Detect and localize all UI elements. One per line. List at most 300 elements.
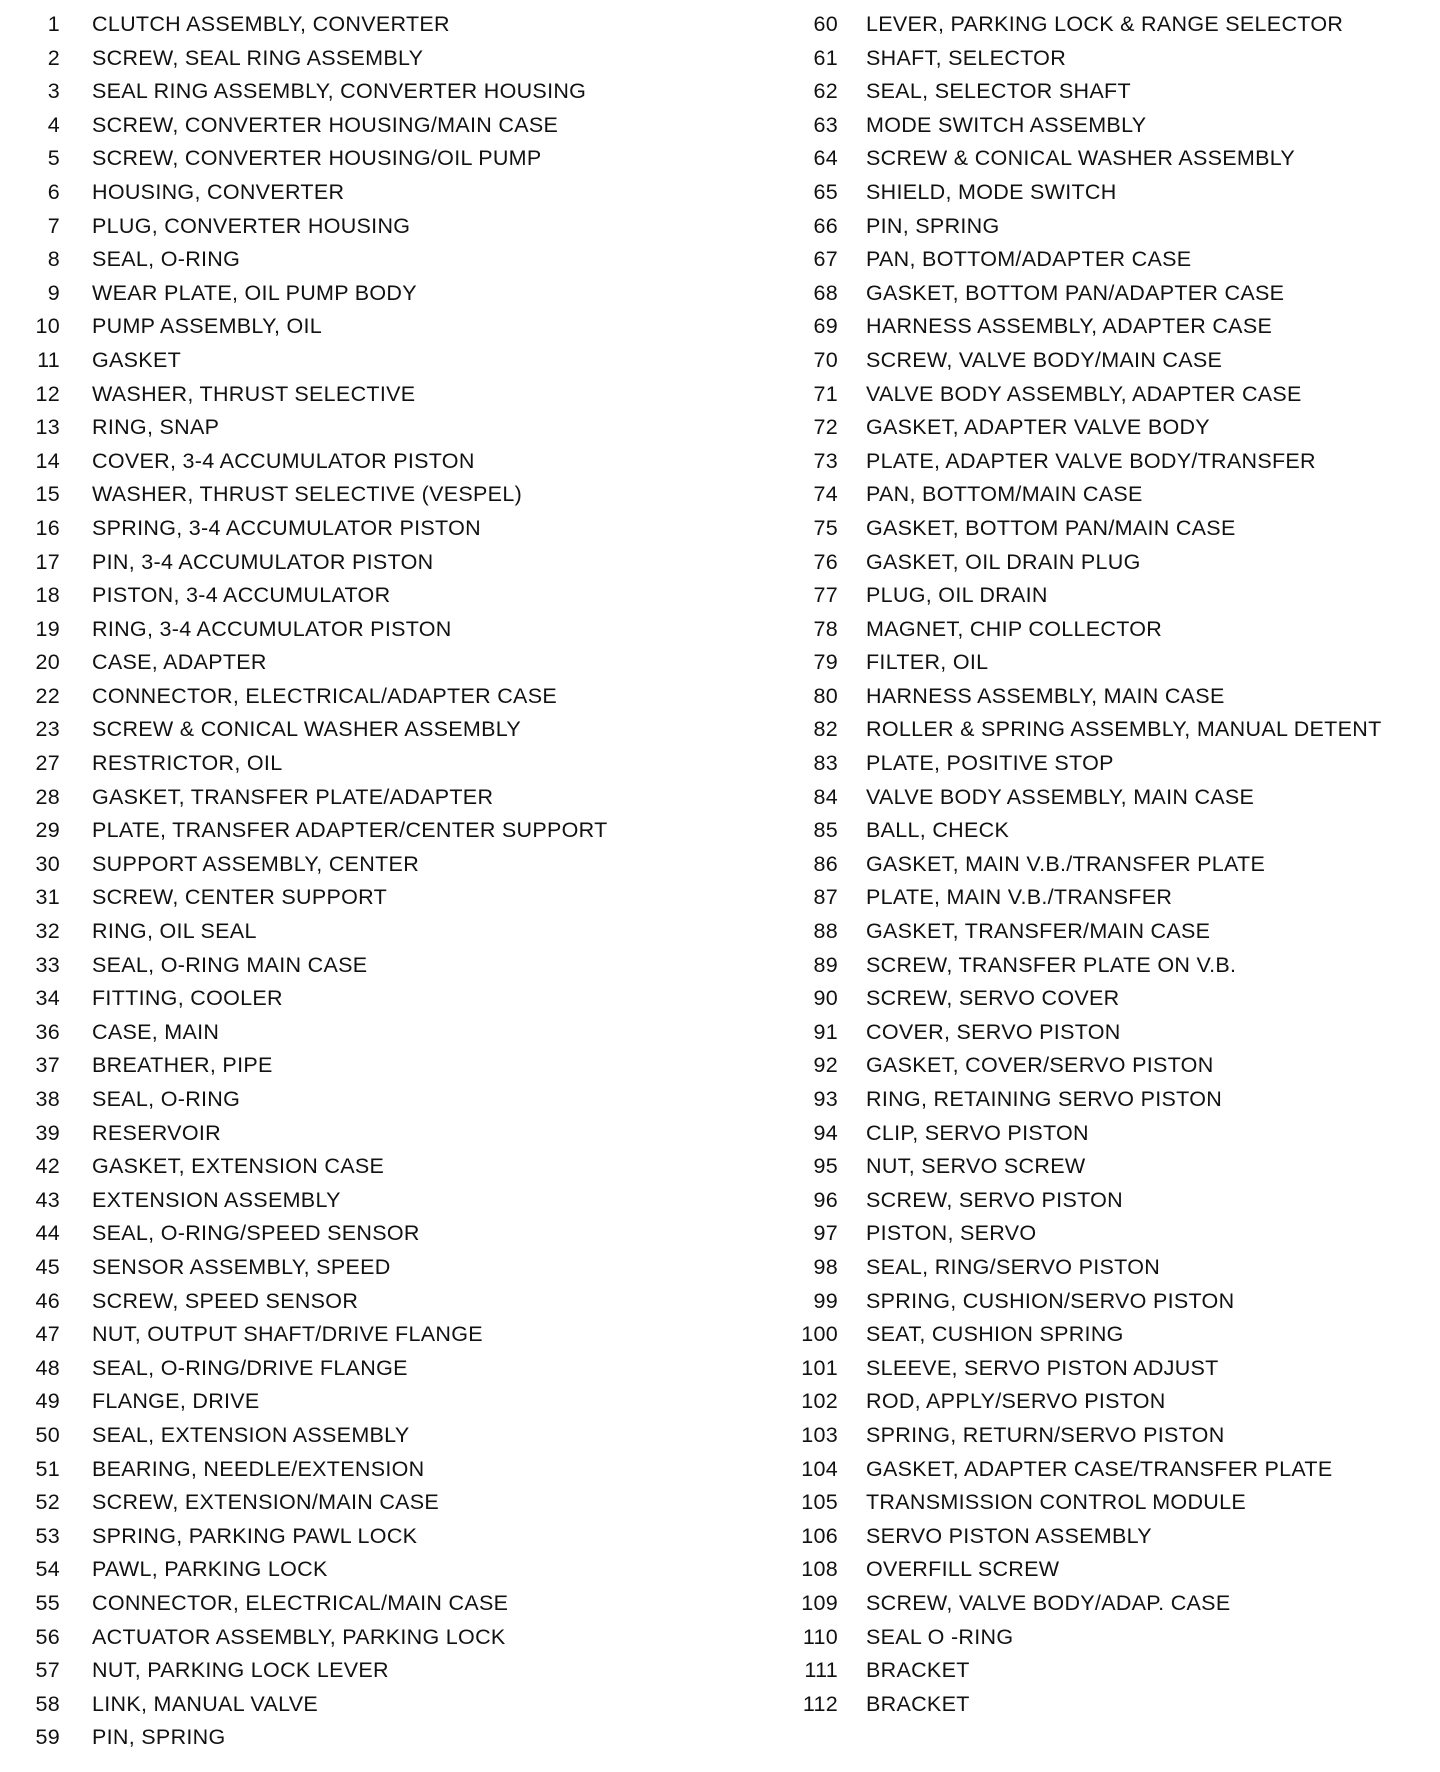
part-number: 62 <box>813 79 838 104</box>
part-number: 85 <box>813 818 838 843</box>
part-number: 78 <box>813 616 838 641</box>
part-list-item <box>14 1553 774 1587</box>
part-list-item <box>14 747 774 781</box>
part-number: 6 <box>47 179 60 204</box>
part-list-item <box>14 1150 774 1184</box>
part-number: 67 <box>813 247 838 272</box>
part-list-item <box>780 42 1435 76</box>
part-list-item <box>14 949 774 983</box>
part-number: 87 <box>813 885 838 910</box>
part-description: SEAL, SELECTOR SHAFT <box>866 79 1131 104</box>
part-list-item <box>14 512 774 546</box>
part-list-item <box>780 344 1435 378</box>
part-number: 52 <box>35 1490 60 1515</box>
part-description: BEARING, NEEDLE/EXTENSION <box>92 1456 425 1481</box>
part-description: PLATE, MAIN V.B./TRANSFER <box>866 885 1173 910</box>
part-list-item <box>780 210 1435 244</box>
part-description: BREATHER, PIPE <box>92 1053 273 1078</box>
part-list-item <box>780 814 1435 848</box>
part-list-item <box>14 1688 774 1722</box>
part-number: 103 <box>801 1422 838 1447</box>
part-list-item <box>780 142 1435 176</box>
parts-list-left-column <box>14 8 774 1755</box>
part-number: 45 <box>35 1254 60 1279</box>
part-description: MAGNET, CHIP COLLECTOR <box>866 616 1163 641</box>
part-description: SEAL, O-RING/SPEED SENSOR <box>92 1221 420 1246</box>
part-number: 46 <box>35 1288 60 1313</box>
part-list-item <box>14 277 774 311</box>
part-number: 55 <box>35 1590 60 1615</box>
part-list-item <box>780 546 1435 580</box>
part-list-item <box>780 1285 1435 1319</box>
part-number: 31 <box>35 885 60 910</box>
part-description: VALVE BODY ASSEMBLY, ADAPTER CASE <box>866 381 1302 406</box>
part-description: SPRING, PARKING PAWL LOCK <box>92 1523 418 1548</box>
part-list-item <box>780 1453 1435 1487</box>
part-description: GASKET, BOTTOM PAN/ADAPTER CASE <box>866 280 1285 305</box>
part-description: SCREW, CONVERTER HOUSING/OIL PUMP <box>92 146 542 171</box>
part-description: SCREW, SERVO COVER <box>866 986 1120 1011</box>
part-list-item <box>14 1419 774 1453</box>
part-list-item <box>14 176 774 210</box>
part-number: 68 <box>813 280 838 305</box>
part-list-item <box>14 982 774 1016</box>
part-number: 58 <box>35 1691 60 1716</box>
part-description: BRACKET <box>866 1691 970 1716</box>
part-description: SHAFT, SELECTOR <box>866 45 1067 70</box>
part-description: LINK, MANUAL VALVE <box>92 1691 319 1716</box>
part-list-item <box>14 814 774 848</box>
part-number: 4 <box>47 112 60 137</box>
part-number: 102 <box>801 1389 838 1414</box>
part-number: 12 <box>35 381 60 406</box>
part-number: 17 <box>35 549 60 574</box>
part-description: NUT, SERVO SCREW <box>866 1154 1086 1179</box>
part-list-item <box>780 445 1435 479</box>
part-list-item <box>780 1016 1435 1050</box>
part-number: 61 <box>813 45 838 70</box>
part-number: 19 <box>35 616 60 641</box>
part-description: SEAL, O-RING/DRIVE FLANGE <box>92 1355 408 1380</box>
part-description: PLATE, ADAPTER VALVE BODY/TRANSFER <box>866 448 1316 473</box>
part-list-item <box>780 613 1435 647</box>
part-description: PIN, 3-4 ACCUMULATOR PISTON <box>92 549 434 574</box>
part-description: SCREW, CENTER SUPPORT <box>92 885 387 910</box>
part-list-item <box>14 915 774 949</box>
part-description: COVER, SERVO PISTON <box>866 1019 1121 1044</box>
part-description: RING, SNAP <box>92 415 220 440</box>
part-list-item <box>14 8 774 42</box>
part-list-item <box>780 411 1435 445</box>
part-description: FLANGE, DRIVE <box>92 1389 260 1414</box>
part-number: 49 <box>35 1389 60 1414</box>
part-description: WEAR PLATE, OIL PUMP BODY <box>92 280 417 305</box>
part-number: 54 <box>35 1557 60 1582</box>
part-number: 86 <box>813 851 838 876</box>
part-list-item <box>14 1721 774 1755</box>
part-description: PUMP ASSEMBLY, OIL <box>92 314 323 339</box>
part-description: FITTING, COOLER <box>92 986 283 1011</box>
part-list-item <box>14 1285 774 1319</box>
part-description: SCREW, SERVO PISTON <box>866 1187 1123 1212</box>
part-description: ROLLER & SPRING ASSEMBLY, MANUAL DETENT <box>866 717 1382 742</box>
part-number: 18 <box>35 583 60 608</box>
part-number: 28 <box>35 784 60 809</box>
part-number: 33 <box>35 952 60 977</box>
part-number: 56 <box>35 1624 60 1649</box>
part-number: 32 <box>35 919 60 944</box>
part-description: CLIP, SERVO PISTON <box>866 1120 1089 1145</box>
part-number: 69 <box>813 314 838 339</box>
part-list-item <box>14 243 774 277</box>
part-list-item <box>780 1150 1435 1184</box>
part-description: RESTRICTOR, OIL <box>92 751 283 776</box>
part-list-item <box>14 75 774 109</box>
part-number: 36 <box>35 1019 60 1044</box>
part-number: 22 <box>35 683 60 708</box>
part-list-item <box>780 1352 1435 1386</box>
part-number: 9 <box>47 280 60 305</box>
part-list-item <box>14 109 774 143</box>
part-list-item <box>780 915 1435 949</box>
part-number: 43 <box>35 1187 60 1212</box>
part-description: SCREW, SEAL RING ASSEMBLY <box>92 45 424 70</box>
part-number: 93 <box>813 1087 838 1111</box>
part-number: 64 <box>813 146 838 171</box>
part-description: SPRING, RETURN/SERVO PISTON <box>866 1422 1225 1447</box>
part-number: 89 <box>813 952 838 977</box>
part-number: 66 <box>813 213 838 238</box>
part-number: 42 <box>35 1154 60 1179</box>
part-number: 70 <box>813 347 838 372</box>
part-number: 88 <box>813 919 838 944</box>
part-number: 30 <box>35 851 60 876</box>
part-list-item <box>14 411 774 445</box>
part-number: 75 <box>813 515 838 540</box>
part-list-item <box>780 579 1435 613</box>
part-description: BALL, CHECK <box>866 818 1010 843</box>
part-number: 34 <box>35 986 60 1011</box>
part-list-item <box>14 344 774 378</box>
part-list-item <box>780 713 1435 747</box>
part-number: 48 <box>35 1355 60 1380</box>
part-number: 112 <box>802 1691 838 1716</box>
part-number: 16 <box>35 515 60 540</box>
part-number: 53 <box>35 1523 60 1548</box>
part-number: 73 <box>813 448 838 473</box>
part-number: 72 <box>813 415 838 440</box>
part-list-item <box>780 1419 1435 1453</box>
part-number: 83 <box>813 751 838 776</box>
part-description: PAN, BOTTOM/ADAPTER CASE <box>866 247 1192 272</box>
part-number: 57 <box>35 1658 60 1683</box>
part-description: PAN, BOTTOM/MAIN CASE <box>866 482 1143 507</box>
part-list-item <box>14 881 774 915</box>
part-number: 98 <box>813 1254 838 1279</box>
parts-list-right-column <box>780 8 1435 1721</box>
part-list-item <box>14 1654 774 1688</box>
part-number: 104 <box>801 1456 838 1481</box>
part-number: 108 <box>801 1557 838 1582</box>
part-description: FILTER, OIL <box>866 650 989 675</box>
part-list-item <box>780 1184 1435 1218</box>
part-description: PISTON, SERVO <box>866 1221 1037 1246</box>
part-number: 37 <box>35 1053 60 1078</box>
part-description: CONNECTOR, ELECTRICAL/ADAPTER CASE <box>92 683 557 708</box>
part-list-item <box>14 1453 774 1487</box>
part-description: WASHER, THRUST SELECTIVE <box>92 381 416 406</box>
part-list-item <box>780 1049 1435 1083</box>
part-description: GASKET, ADAPTER VALVE BODY <box>866 415 1210 440</box>
part-description: SEAL, O-RING MAIN CASE <box>92 952 368 977</box>
part-number: 77 <box>813 583 838 608</box>
part-list-item <box>780 1553 1435 1587</box>
part-description: SENSOR ASSEMBLY, SPEED <box>92 1254 391 1279</box>
part-description: HARNESS ASSEMBLY, ADAPTER CASE <box>866 314 1273 339</box>
part-description: SLEEVE, SERVO PISTON ADJUST <box>866 1355 1219 1380</box>
part-list-item <box>14 478 774 512</box>
part-list-item <box>14 1251 774 1285</box>
part-number: 10 <box>35 314 60 339</box>
part-description: SEAL, RING/SERVO PISTON <box>866 1254 1161 1279</box>
part-number: 111 <box>804 1658 838 1683</box>
part-number: 110 <box>802 1624 838 1649</box>
part-list-item <box>14 1385 774 1419</box>
part-list-item <box>780 378 1435 412</box>
part-description: GASKET, COVER/SERVO PISTON <box>866 1053 1214 1078</box>
part-description: RESERVOIR <box>92 1120 221 1145</box>
part-list-item <box>780 478 1435 512</box>
part-list-item <box>780 1621 1435 1655</box>
part-list-item <box>780 8 1435 42</box>
part-list-item <box>14 646 774 680</box>
part-list-item <box>14 1520 774 1554</box>
part-list-item <box>780 1654 1435 1688</box>
part-list-item <box>780 512 1435 546</box>
part-description: CASE, ADAPTER <box>92 650 267 675</box>
part-list-item <box>14 1016 774 1050</box>
part-list-item <box>14 310 774 344</box>
part-list-item <box>14 1587 774 1621</box>
part-list-item <box>780 949 1435 983</box>
part-description: SCREW, CONVERTER HOUSING/MAIN CASE <box>92 112 559 137</box>
part-description: PLUG, OIL DRAIN <box>866 583 1048 608</box>
part-description: HARNESS ASSEMBLY, MAIN CASE <box>866 683 1225 708</box>
part-description: TRANSMISSION CONTROL MODULE <box>866 1490 1247 1515</box>
part-description: SPRING, CUSHION/SERVO PISTON <box>866 1288 1235 1313</box>
part-number: 27 <box>35 751 60 776</box>
part-number: 5 <box>47 146 60 171</box>
part-description: GASKET, BOTTOM PAN/MAIN CASE <box>866 515 1236 540</box>
part-description: PLUG, CONVERTER HOUSING <box>92 213 411 238</box>
part-number: 79 <box>813 650 838 675</box>
part-description: SHIELD, MODE SWITCH <box>866 179 1117 204</box>
part-number: 59 <box>35 1725 60 1750</box>
part-number: 47 <box>35 1322 60 1347</box>
part-list-item <box>780 109 1435 143</box>
part-description: RING, 3-4 ACCUMULATOR PISTON <box>92 616 452 641</box>
part-list-item <box>14 1117 774 1151</box>
part-description: ACTUATOR ASSEMBLY, PARKING LOCK <box>92 1624 506 1649</box>
part-list-item <box>780 1688 1435 1722</box>
part-description: PIN, SPRING <box>866 213 1000 238</box>
part-list-item <box>14 445 774 479</box>
part-list-item <box>780 1486 1435 1520</box>
part-number: 82 <box>813 717 838 742</box>
part-list-item <box>14 378 774 412</box>
part-list-item <box>14 1083 774 1117</box>
part-description: SEAL, EXTENSION ASSEMBLY <box>92 1422 410 1447</box>
part-list-item <box>14 613 774 647</box>
part-number: 92 <box>813 1053 838 1078</box>
part-description: GASKET <box>92 347 182 372</box>
part-list-item <box>780 1217 1435 1251</box>
part-list-item <box>14 848 774 882</box>
part-number: 8 <box>47 247 60 272</box>
part-description: GASKET, OIL DRAIN PLUG <box>866 549 1141 574</box>
part-description: GASKET, TRANSFER/MAIN CASE <box>866 919 1211 944</box>
part-number: 109 <box>801 1590 838 1615</box>
part-number: 96 <box>813 1187 838 1212</box>
part-list-item <box>14 142 774 176</box>
part-number: 100 <box>801 1322 838 1347</box>
part-number: 7 <box>47 213 60 238</box>
part-list-item <box>14 680 774 714</box>
part-description: PAWL, PARKING LOCK <box>92 1557 328 1582</box>
part-list-item <box>14 1486 774 1520</box>
part-description: PIN, SPRING <box>92 1725 226 1750</box>
part-list-item <box>14 781 774 815</box>
part-description: MODE SWITCH ASSEMBLY <box>866 112 1147 137</box>
part-number: 101 <box>801 1355 838 1380</box>
part-number: 99 <box>813 1288 838 1313</box>
part-list-item <box>780 243 1435 277</box>
part-list-item <box>14 210 774 244</box>
part-number: 13 <box>35 415 60 440</box>
part-number: 39 <box>35 1120 60 1145</box>
part-description: SCREW, SPEED SENSOR <box>92 1288 359 1313</box>
part-list-item <box>780 781 1435 815</box>
part-description: RING, RETAINING SERVO PISTON <box>866 1087 1223 1111</box>
part-list-item <box>14 1184 774 1218</box>
part-list-item <box>780 310 1435 344</box>
part-list-item <box>780 747 1435 781</box>
part-number: 3 <box>47 79 60 104</box>
part-list-item <box>14 1352 774 1386</box>
part-number: 20 <box>35 650 60 675</box>
part-list-item <box>14 42 774 76</box>
part-number: 97 <box>813 1221 838 1246</box>
part-description: RING, OIL SEAL <box>92 919 257 944</box>
part-number: 106 <box>801 1523 838 1548</box>
part-number: 74 <box>813 482 838 507</box>
part-number: 105 <box>801 1490 838 1515</box>
part-description: PISTON, 3-4 ACCUMULATOR <box>92 583 391 608</box>
part-description: ROD, APPLY/SERVO PISTON <box>866 1389 1166 1414</box>
part-list-item <box>780 646 1435 680</box>
part-number: 2 <box>47 45 60 70</box>
part-number: 14 <box>35 448 60 473</box>
part-list-item <box>14 579 774 613</box>
part-list-item <box>780 1083 1435 1117</box>
part-description: CONNECTOR, ELECTRICAL/MAIN CASE <box>92 1590 509 1615</box>
part-list-item <box>780 1385 1435 1419</box>
part-list-item <box>14 1318 774 1352</box>
part-number: 51 <box>35 1456 60 1481</box>
part-list-item <box>780 848 1435 882</box>
part-number: 84 <box>813 784 838 809</box>
part-description: VALVE BODY ASSEMBLY, MAIN CASE <box>866 784 1255 809</box>
part-number: 91 <box>813 1019 838 1044</box>
part-description: SCREW & CONICAL WASHER ASSEMBLY <box>866 146 1296 171</box>
part-description: SEAL RING ASSEMBLY, CONVERTER HOUSING <box>92 79 587 104</box>
part-description: SCREW, TRANSFER PLATE ON V.B. <box>866 952 1237 977</box>
part-description: SCREW, VALVE BODY/MAIN CASE <box>866 347 1223 372</box>
part-list-item <box>14 546 774 580</box>
part-number: 76 <box>813 549 838 574</box>
part-list-item <box>14 713 774 747</box>
part-number: 38 <box>35 1087 60 1111</box>
part-description: WASHER, THRUST SELECTIVE (VESPEL) <box>92 482 523 507</box>
part-description: LEVER, PARKING LOCK & RANGE SELECTOR <box>866 12 1344 36</box>
part-list-item <box>14 1217 774 1251</box>
part-description: SCREW & CONICAL WASHER ASSEMBLY <box>92 717 522 742</box>
part-list-item <box>780 881 1435 915</box>
part-description: CASE, MAIN <box>92 1019 220 1044</box>
part-number: 80 <box>813 683 838 708</box>
part-description: PLATE, TRANSFER ADAPTER/CENTER SUPPORT <box>92 818 608 843</box>
part-list-item <box>780 277 1435 311</box>
part-list-item <box>780 982 1435 1016</box>
part-number: 15 <box>35 482 60 507</box>
part-description: GASKET, EXTENSION CASE <box>92 1154 385 1179</box>
part-description: SUPPORT ASSEMBLY, CENTER <box>92 851 420 876</box>
part-number: 95 <box>813 1154 838 1179</box>
part-list-item <box>780 1251 1435 1285</box>
part-description: SCREW, EXTENSION/MAIN CASE <box>92 1490 440 1515</box>
part-list-item <box>780 1587 1435 1621</box>
part-list-item <box>780 1520 1435 1554</box>
part-list-item <box>780 75 1435 109</box>
part-number: 65 <box>813 179 838 204</box>
part-number: 29 <box>35 818 60 843</box>
part-description: GASKET, ADAPTER CASE/TRANSFER PLATE <box>866 1456 1333 1481</box>
part-number: 1 <box>47 12 60 36</box>
part-number: 94 <box>813 1120 838 1145</box>
part-description: EXTENSION ASSEMBLY <box>92 1187 341 1212</box>
part-description: SERVO PISTON ASSEMBLY <box>866 1523 1152 1548</box>
part-number: 63 <box>813 112 838 137</box>
part-list-item <box>780 1318 1435 1352</box>
part-list-item <box>780 680 1435 714</box>
part-list-item <box>780 176 1435 210</box>
part-description: NUT, PARKING LOCK LEVER <box>92 1658 389 1683</box>
part-list-item <box>780 1117 1435 1151</box>
part-description: GASKET, TRANSFER PLATE/ADAPTER <box>92 784 494 809</box>
part-description: SEAL, O-RING <box>92 247 241 272</box>
part-description: OVERFILL SCREW <box>866 1557 1060 1582</box>
part-number: 90 <box>813 986 838 1011</box>
part-number: 23 <box>35 717 60 742</box>
part-description: BRACKET <box>866 1658 970 1683</box>
part-description: HOUSING, CONVERTER <box>92 179 345 204</box>
part-description: GASKET, MAIN V.B./TRANSFER PLATE <box>866 851 1266 876</box>
part-description: SEAL O -RING <box>866 1624 1014 1649</box>
part-description: SCREW, VALVE BODY/ADAP. CASE <box>866 1590 1231 1615</box>
part-description: CLUTCH ASSEMBLY, CONVERTER <box>92 12 450 36</box>
part-number: 44 <box>35 1221 60 1246</box>
part-number: 60 <box>813 12 838 36</box>
